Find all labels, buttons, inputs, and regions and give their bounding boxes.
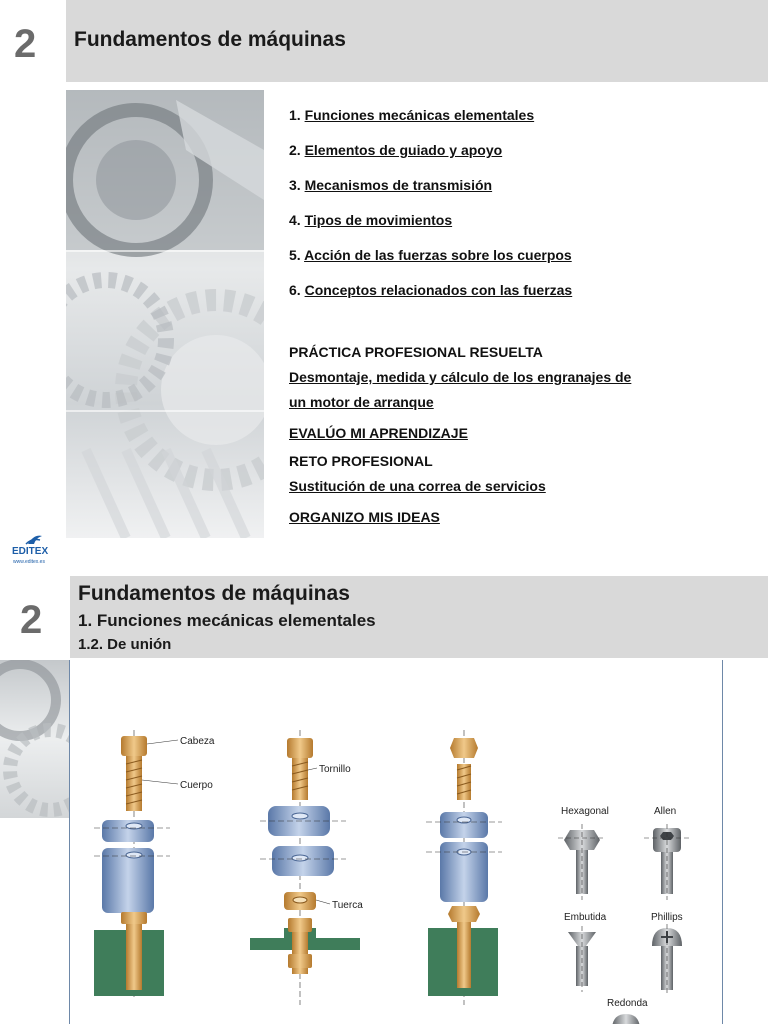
toc-item-6[interactable] — [289, 279, 689, 314]
frame-line-left — [69, 660, 70, 1024]
label-hexagonal: Hexagonal — [561, 806, 609, 817]
organizo-link[interactable]: ORGANIZO MIS IDEAS — [289, 509, 440, 525]
chapter-number-box — [0, 0, 66, 82]
toc-item-number: 1. — [289, 107, 301, 123]
editex-logo — [12, 532, 56, 568]
page-title: Fundamentos de máquinas — [74, 28, 346, 51]
subsection-title: 1.2. De unión — [78, 636, 172, 653]
label-cabeza: Cabeza — [180, 736, 215, 747]
label-cuerpo: Cuerpo — [180, 780, 213, 791]
frame-line-right — [722, 660, 723, 1024]
reto-heading: RETO PROFESIONAL — [289, 453, 433, 469]
page-title: Fundamentos de máquinas — [78, 582, 350, 605]
reto-link[interactable]: Sustitución de una correa de servicios — [289, 478, 546, 494]
practica-heading: PRÁCTICA PROFESIONAL RESUELTA — [289, 344, 543, 360]
toc-item-number: 3. — [289, 177, 301, 193]
editex-logo-url: www.editex.es — [13, 559, 45, 565]
gears-photo — [66, 90, 264, 538]
toc-item-label[interactable]: Funciones mecánicas elementales — [304, 107, 535, 123]
toc-item-label[interactable]: Conceptos relacionados con las fuerzas — [304, 282, 573, 298]
bolt-assembly-3 — [426, 730, 502, 1005]
fasteners-figure — [74, 660, 714, 1024]
toc-item-label[interactable]: Elementos de guiado y apoyo — [304, 142, 503, 158]
bolt-assembly-2 — [250, 730, 363, 1005]
practica-link-line2[interactable]: un motor de arranque — [289, 394, 434, 410]
label-allen: Allen — [654, 806, 677, 817]
chapter-number: 2 — [20, 598, 43, 642]
chapter-number: 2 — [14, 22, 37, 66]
toc-item-number: 2. — [289, 142, 301, 158]
title-bar — [66, 0, 768, 82]
bolt-assembly-1 — [94, 730, 215, 1000]
toc-item-3[interactable] — [289, 174, 689, 209]
editex-logo-mark-icon — [12, 532, 56, 546]
toc-item-number: 4. — [289, 212, 301, 228]
screw-head-types — [558, 806, 690, 1024]
practica-link-line1[interactable]: Desmontaje, medida y cálculo de los engranajes de — [289, 369, 632, 385]
toc-item-2[interactable] — [289, 139, 689, 174]
toc-item-number: 5. — [289, 247, 301, 263]
toc-item-number: 6. — [289, 282, 301, 298]
gears-photo-thumb — [0, 660, 70, 818]
label-embutida: Embutida — [564, 912, 607, 923]
slide-2 — [0, 576, 768, 1024]
toc-item-5[interactable] — [289, 244, 689, 279]
toc-item-1[interactable] — [289, 104, 689, 139]
table-of-contents — [289, 104, 689, 314]
editex-logo-text: EDITEX — [12, 546, 49, 557]
toc-item-label[interactable]: Tipos de movimientos — [304, 212, 453, 228]
title-bar — [70, 576, 768, 658]
label-redonda: Redonda — [607, 998, 648, 1009]
toc-item-label[interactable]: Acción de las fuerzas sobre los cuerpos — [304, 247, 572, 263]
toc-item-4[interactable] — [289, 209, 689, 244]
label-tuerca: Tuerca — [332, 900, 363, 911]
toc-item-label[interactable]: Mecanismos de transmisión — [304, 177, 493, 193]
label-tornillo: Tornillo — [319, 764, 351, 775]
evaluo-link[interactable]: EVALÚO MI APRENDIZAJE — [289, 425, 468, 441]
label-phillips: Phillips — [651, 912, 683, 923]
section-title: 1. Funciones mecánicas elementales — [78, 611, 376, 630]
